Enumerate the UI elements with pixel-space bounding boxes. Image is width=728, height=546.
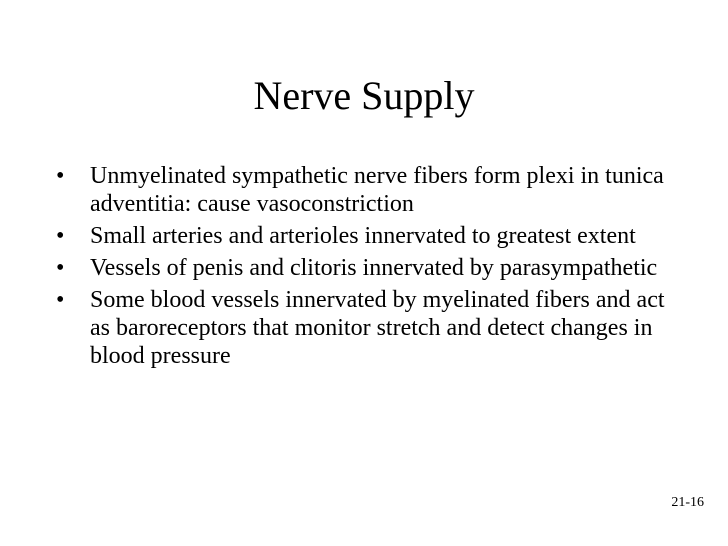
slide-number: 21-16 [671, 495, 704, 510]
bullet-icon: • [56, 287, 65, 313]
bullet-item [56, 286, 676, 370]
bullet-text: Small arteries and arterioles innervated to greatest extent [90, 223, 636, 249]
slide-title: Nerve Supply [253, 73, 475, 118]
bullet-text: Vessels of penis and clitoris innervated by parasympathetic [90, 255, 658, 281]
bullet-text: Some blood vessels innervated by myelinated fibers and act as baroreceptors that monitor stretch and detect changes in blood pressure [90, 287, 665, 369]
bullet-item [56, 162, 676, 218]
bullet-list [56, 162, 676, 374]
bullet-item [56, 222, 676, 250]
bullet-icon: • [56, 163, 65, 189]
bullet-icon: • [56, 223, 65, 249]
bullet-text: Unmyelinated sympathetic nerve fibers form plexi in tunica adventitia: cause vasoconstriction [90, 163, 664, 217]
bullet-icon: • [56, 255, 65, 281]
bullet-item [56, 254, 676, 282]
